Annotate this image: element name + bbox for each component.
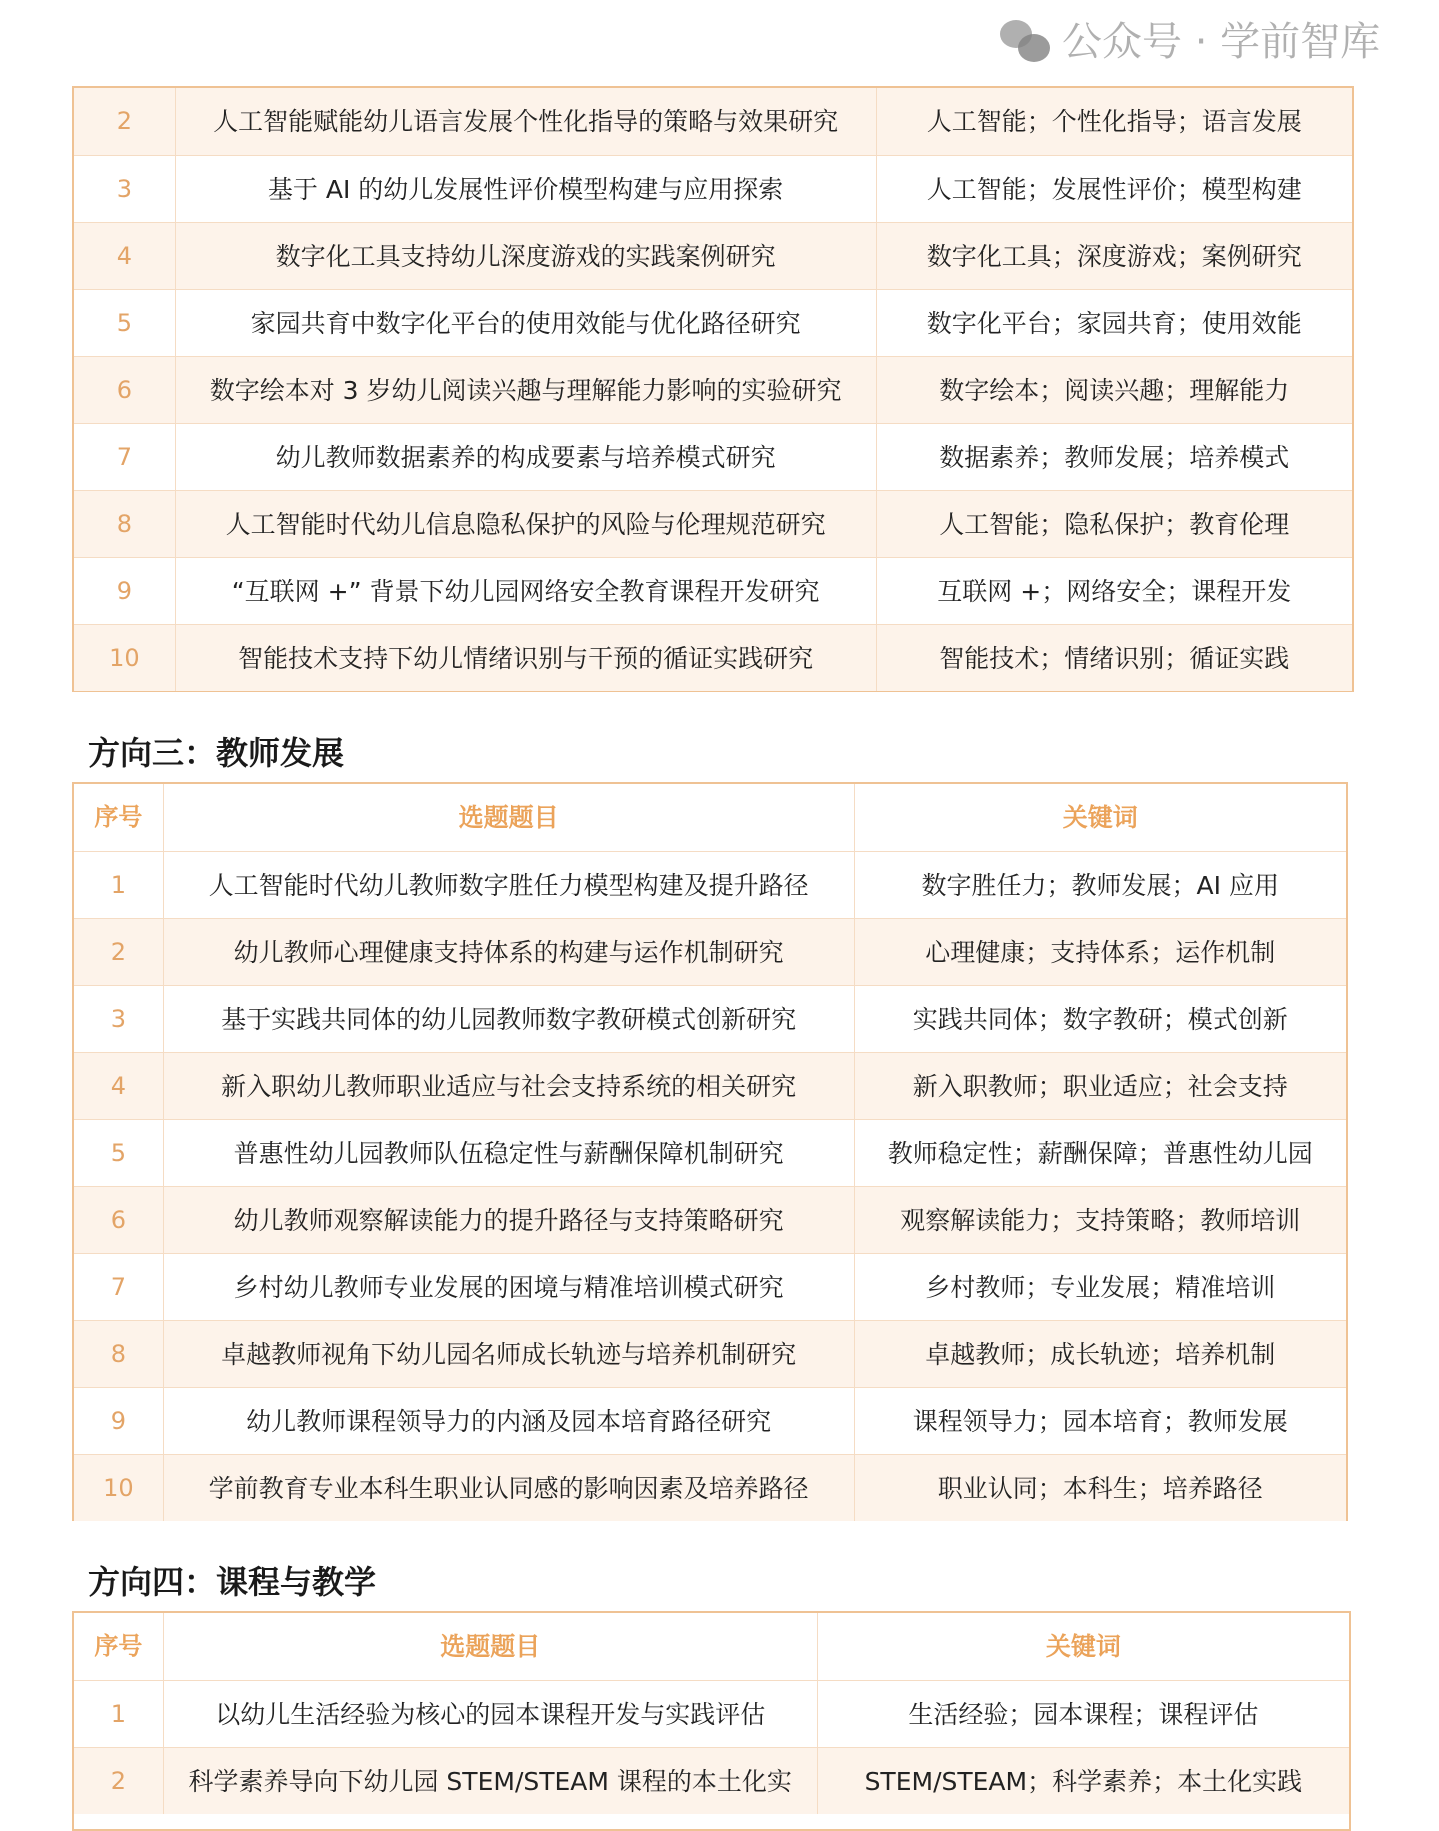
- cell-number: 9: [110, 1406, 126, 1435]
- cell-title: 普惠性幼儿园教师队伍稳定性与薪酬保障机制研究: [163, 1120, 854, 1186]
- cell-number: 4: [110, 1071, 126, 1100]
- cell-number: 5: [116, 308, 132, 337]
- cell-title: 智能技术支持下幼儿情绪识别与干预的循证实践研究: [175, 625, 876, 691]
- cell-number: 1: [110, 1699, 126, 1728]
- table-row: [74, 1253, 1346, 1320]
- table-row: [74, 423, 1352, 490]
- table-row: [74, 1119, 1346, 1186]
- cell-title: 基于 AI 的幼儿发展性评价模型构建与应用探索: [175, 156, 876, 222]
- table-row: [74, 155, 1352, 222]
- header-number: 序号: [94, 803, 143, 831]
- cell-keywords: 课程领导力；园本培育；教师发展: [854, 1388, 1346, 1454]
- cell-number: 8: [110, 1339, 126, 1368]
- table-row: [74, 557, 1352, 624]
- cell-keywords: 心理健康；支持体系；运作机制: [854, 919, 1346, 985]
- cell-number: 10: [109, 643, 140, 672]
- cell-keywords: 人工智能；隐私保护；教育伦理: [876, 491, 1353, 557]
- header-title: 选题题目: [163, 1613, 817, 1680]
- cell-title: 幼儿教师心理健康支持体系的构建与运作机制研究: [163, 919, 854, 985]
- table-row: [74, 851, 1346, 918]
- cell-keywords: 职业认同；本科生；培养路径: [854, 1455, 1346, 1521]
- cell-title: 数字化工具支持幼儿深度游戏的实践案例研究: [175, 223, 876, 289]
- table-direction-two: [72, 86, 1354, 692]
- cell-number: 6: [116, 375, 132, 404]
- table-row: [74, 1680, 1349, 1747]
- header-keywords: 关键词: [817, 1613, 1349, 1680]
- cell-keywords: 生活经验；园本课程；课程评估: [817, 1681, 1349, 1747]
- table-teacher-development: [72, 782, 1348, 1521]
- cell-number: 4: [116, 241, 132, 270]
- cell-keywords: 观察解读能力；支持策略；教师培训: [854, 1187, 1346, 1253]
- header-title: 选题题目: [163, 784, 854, 851]
- cell-title: 乡村幼儿教师专业发展的困境与精准培训模式研究: [163, 1254, 854, 1320]
- watermark-text: 公众号 · 学前智库: [1062, 19, 1381, 65]
- cell-number: 3: [110, 1004, 126, 1033]
- header-keywords: 关键词: [854, 784, 1346, 851]
- cell-number: 7: [110, 1272, 126, 1301]
- cell-title: 人工智能时代幼儿教师数字胜任力模型构建及提升路径: [163, 852, 854, 918]
- cell-keywords: 人工智能；发展性评价；模型构建: [876, 156, 1353, 222]
- cell-title: 学前教育专业本科生职业认同感的影响因素及培养路径: [163, 1455, 854, 1521]
- cell-keywords: 数字胜任力；教师发展；AI 应用: [854, 852, 1346, 918]
- cell-keywords: 数字绘本；阅读兴趣；理解能力: [876, 357, 1353, 423]
- cell-title: 数字绘本对 3 岁幼儿阅读兴趣与理解能力影响的实验研究: [175, 357, 876, 423]
- cell-title: 新入职幼儿教师职业适应与社会支持系统的相关研究: [163, 1053, 854, 1119]
- cell-number: 2: [116, 107, 132, 135]
- cell-keywords: 数据素养；教师发展；培养模式: [876, 424, 1353, 490]
- cell-title: 人工智能赋能幼儿语言发展个性化指导的策略与效果研究: [175, 88, 876, 155]
- table-header: [74, 1613, 1349, 1680]
- cell-number: 2: [110, 937, 126, 966]
- section-heading-curriculum-teaching: 方向四：课程与教学: [88, 1563, 377, 1601]
- header-number: 序号: [94, 1632, 143, 1660]
- cell-number: 2: [110, 1766, 126, 1795]
- cell-title: 人工智能时代幼儿信息隐私保护的风险与伦理规范研究: [175, 491, 876, 557]
- table-row: [74, 356, 1352, 423]
- cell-number: 8: [116, 509, 132, 538]
- table-row: [74, 222, 1352, 289]
- cell-keywords: 新入职教师；职业适应；社会支持: [854, 1053, 1346, 1119]
- cell-title: 以幼儿生活经验为核心的园本课程开发与实践评估: [163, 1681, 817, 1747]
- cell-keywords: 智能技术；情绪识别；循证实践: [876, 625, 1353, 691]
- cell-number: 5: [110, 1138, 126, 1167]
- cell-title: “互联网 +” 背景下幼儿园网络安全教育课程开发研究: [175, 558, 876, 624]
- watermark: [1000, 18, 1380, 66]
- cell-keywords: 数字化平台；家园共育；使用效能: [876, 290, 1353, 356]
- cell-keywords: 乡村教师；专业发展；精准培训: [854, 1254, 1346, 1320]
- cell-number: 9: [116, 576, 132, 605]
- table-header: [74, 784, 1346, 851]
- table-row: [74, 490, 1352, 557]
- table-row: [74, 88, 1352, 155]
- table-row: [74, 918, 1346, 985]
- cell-number: 10: [103, 1473, 134, 1502]
- cell-keywords: 教师稳定性；薪酬保障；普惠性幼儿园: [854, 1120, 1346, 1186]
- cell-keywords: 互联网 +；网络安全；课程开发: [876, 558, 1353, 624]
- table-row: [74, 1387, 1346, 1454]
- cell-title: 科学素养导向下幼儿园 STEM/STEAM 课程的本土化实: [163, 1748, 817, 1814]
- table-row: [74, 1454, 1346, 1521]
- cell-number: 1: [110, 870, 126, 899]
- cell-keywords: STEM/STEAM；科学素养；本土化实践: [817, 1748, 1349, 1814]
- cell-title: 幼儿教师观察解读能力的提升路径与支持策略研究: [163, 1187, 854, 1253]
- table-row: [74, 985, 1346, 1052]
- table-row: [74, 624, 1352, 691]
- cell-title: 卓越教师视角下幼儿园名师成长轨迹与培养机制研究: [163, 1321, 854, 1387]
- cell-number: 7: [116, 442, 132, 471]
- table-row: [74, 289, 1352, 356]
- cell-title: 幼儿教师课程领导力的内涵及园本培育路径研究: [163, 1388, 854, 1454]
- table-row: [74, 1320, 1346, 1387]
- table-row: [74, 1747, 1349, 1814]
- cell-keywords: 数字化工具；深度游戏；案例研究: [876, 223, 1353, 289]
- cell-number: 6: [110, 1205, 126, 1234]
- cell-title: 幼儿教师数据素养的构成要素与培养模式研究: [175, 424, 876, 490]
- table-row: [74, 1186, 1346, 1253]
- cell-keywords: 人工智能；个性化指导；语言发展: [876, 88, 1353, 155]
- wechat-icon: [1000, 20, 1052, 64]
- cell-title: 基于实践共同体的幼儿园教师数字教研模式创新研究: [163, 986, 854, 1052]
- cell-title: 家园共育中数字化平台的使用效能与优化路径研究: [175, 290, 876, 356]
- table-row: [74, 1052, 1346, 1119]
- cell-keywords: 实践共同体；数字教研；模式创新: [854, 986, 1346, 1052]
- cell-keywords: 卓越教师；成长轨迹；培养机制: [854, 1321, 1346, 1387]
- table-curriculum-teaching: [72, 1611, 1351, 1831]
- cell-number: 3: [116, 174, 132, 203]
- section-heading-teacher-development: 方向三：教师发展: [88, 734, 345, 772]
